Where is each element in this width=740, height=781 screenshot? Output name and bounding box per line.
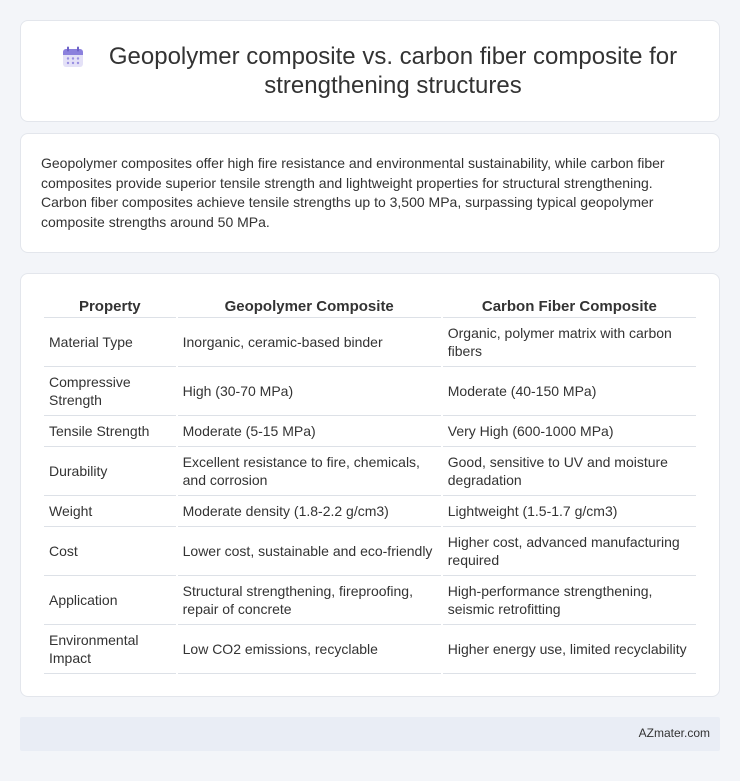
geopolymer-cell: Structural strengthening, fireproofing, repair of concrete	[178, 576, 441, 625]
row-label: Application	[44, 576, 176, 625]
geopolymer-cell: Low CO2 emissions, recyclable	[178, 625, 441, 674]
summary-text: Geopolymer composites offer high fire resistance and environmental sustainability, while carbon fiber composites provide superior tensile strength and lightweight properties for structural strengthening. Carbon fiber composites achieve tensile strengths up to 3,500 MPa, surpassing typical geopolymer composite strengths around 50 MPa.	[41, 155, 665, 230]
title-wrap	[21, 42, 719, 100]
table-card	[20, 273, 720, 697]
carbon-fiber-cell: Organic, polymer matrix with carbon fibers	[443, 318, 696, 367]
geopolymer-cell: Moderate density (1.8-2.2 g/cm3)	[178, 496, 441, 527]
table-row	[44, 527, 696, 576]
footer-bar	[20, 717, 720, 751]
geopolymer-cell: Moderate (5-15 MPa)	[178, 416, 441, 447]
geopolymer-cell: Inorganic, ceramic-based binder	[178, 318, 441, 367]
table-row	[44, 576, 696, 625]
row-label: Cost	[44, 527, 176, 576]
geopolymer-cell: Lower cost, sustainable and eco-friendly	[178, 527, 441, 576]
calendar-icon	[61, 45, 85, 69]
page-title: Geopolymer composite vs. carbon fiber composite for strengthening structures	[108, 43, 678, 99]
comparison-table	[42, 294, 698, 674]
row-label: Environmental Impact	[44, 625, 176, 674]
table-row	[44, 496, 696, 527]
row-label: Weight	[44, 496, 176, 527]
geopolymer-cell: Excellent resistance to fire, chemicals, and corrosion	[178, 447, 441, 496]
column-header-carbon-fiber: Carbon Fiber Composite	[443, 294, 696, 318]
carbon-fiber-cell: Higher cost, advanced manufacturing required	[443, 527, 696, 576]
table-row	[44, 625, 696, 674]
table-row	[44, 447, 696, 496]
row-label: Tensile Strength	[44, 416, 176, 447]
carbon-fiber-cell: Moderate (40-150 MPa)	[443, 367, 696, 416]
summary-card	[20, 133, 720, 253]
carbon-fiber-cell: Very High (600-1000 MPa)	[443, 416, 696, 447]
table-row	[44, 318, 696, 367]
row-label: Material Type	[44, 318, 176, 367]
table-header-row	[44, 294, 696, 318]
footer-brand[interactable]: AZmater.com	[638, 726, 710, 740]
table-row	[44, 367, 696, 416]
title-card	[20, 20, 720, 122]
table-row	[44, 416, 696, 447]
column-header-property: Property	[44, 294, 176, 318]
carbon-fiber-cell: Lightweight (1.5-1.7 g/cm3)	[443, 496, 696, 527]
row-label: Durability	[44, 447, 176, 496]
column-header-geopolymer: Geopolymer Composite	[178, 294, 441, 318]
geopolymer-cell: High (30-70 MPa)	[178, 367, 441, 416]
row-label: Compressive Strength	[44, 367, 176, 416]
carbon-fiber-cell: High-performance strengthening, seismic retrofitting	[443, 576, 696, 625]
carbon-fiber-cell: Higher energy use, limited recyclability	[443, 625, 696, 674]
carbon-fiber-cell: Good, sensitive to UV and moisture degradation	[443, 447, 696, 496]
